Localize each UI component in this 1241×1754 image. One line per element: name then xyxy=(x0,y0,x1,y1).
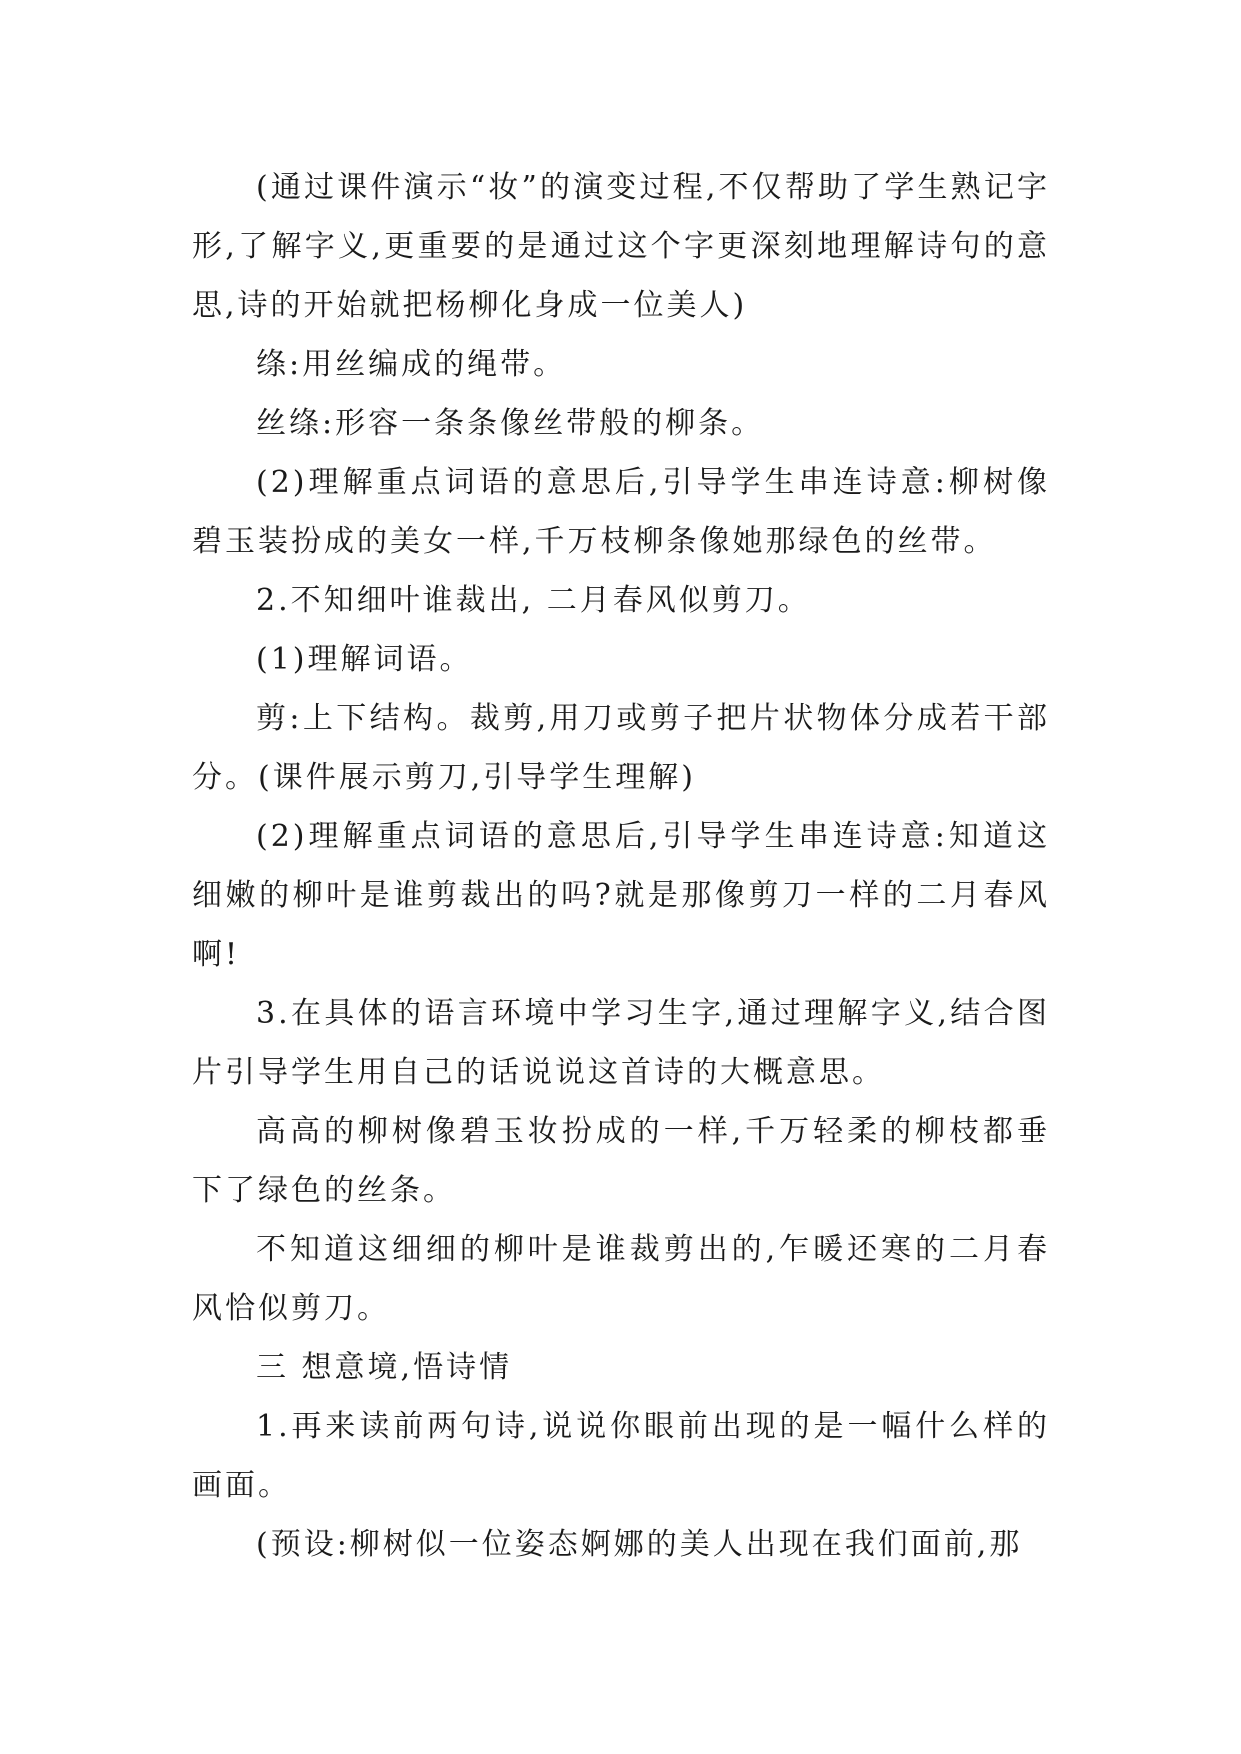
paragraph-preset-answer: (预设:柳树似一位姿态婀娜的美人出现在我们面前,那 xyxy=(256,1527,1023,1562)
paragraph-understand-words: (1)理解词语。 xyxy=(256,642,473,677)
paragraph-jian-definition: 剪:上下结构。裁剪,用刀或剪子把片状物体分成若干部分。(课件展示剪刀,引导学生理解) xyxy=(192,701,1050,795)
document-body xyxy=(192,158,1050,1574)
paragraph-reread-poem: 1.再来读前两句诗,说说你眼前出现的是一幅什么样的画面。 xyxy=(192,1409,1050,1503)
paragraph-poem-meaning-1: (2)理解重点词语的意思后,引导学生串连诗意:柳树像碧玉装扮成的美女一样,千万枝柳条像她那绿色的丝带。 xyxy=(192,465,1050,559)
paragraph-zhuang-explanation: (通过课件演示“妆”的演变过程,不仅帮助了学生熟记字形,了解字义,更重要的是通过这个字更深刻地理解诗句的意思,诗的开始就把杨柳化身成一位美人) xyxy=(192,170,1050,323)
paragraph-tao-definition: 绦:用丝编成的绳带。 xyxy=(256,347,567,382)
paragraph-paraphrase-1: 高高的柳树像碧玉妆扮成的一样,千万轻柔的柳枝都垂下了绿色的丝条。 xyxy=(192,1114,1050,1208)
paragraph-sitao-definition: 丝绦:形容一条条像丝带般的柳条。 xyxy=(256,406,765,441)
paragraph-poem-meaning-2: (2)理解重点词语的意思后,引导学生串连诗意:知道这细嫩的柳叶是谁剪裁出的吗?就是那像剪刀一样的二月春风啊! xyxy=(192,819,1050,972)
section-heading-3: 三 想意境,悟诗情 xyxy=(256,1350,513,1385)
paragraph-step-3: 3.在具体的语言环境中学习生字,通过理解字义,结合图片引导学生用自己的话说说这首诗的大概意思。 xyxy=(192,996,1050,1090)
paragraph-paraphrase-2: 不知道这细细的柳叶是谁裁剪出的,乍暖还寒的二月春风恰似剪刀。 xyxy=(192,1232,1050,1326)
paragraph-poem-line-2: 2.不知细叶谁裁出, 二月春风似剪刀。 xyxy=(256,583,811,618)
